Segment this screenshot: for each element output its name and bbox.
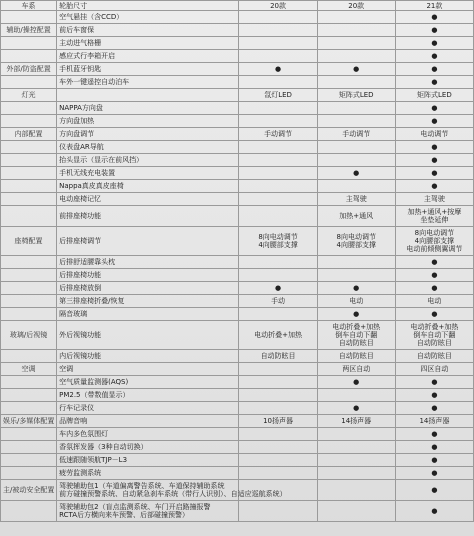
category-cell	[1, 167, 57, 180]
value-cell-0: ●	[239, 282, 317, 295]
value-cell-2: ●	[395, 441, 473, 454]
item-cell: 隔音玻璃	[57, 308, 239, 321]
value-cell-2: ●	[395, 102, 473, 115]
value-cell-0	[239, 141, 317, 154]
value-cell-1	[317, 256, 395, 269]
category-cell	[1, 180, 57, 193]
item-cell: 感应式行李箱开启	[57, 50, 239, 63]
category-cell	[1, 11, 57, 24]
spec-row	[1, 128, 474, 141]
value-cell-0: 手动	[239, 295, 317, 308]
item-cell: 手机蓝牙钥匙	[57, 63, 239, 76]
value-cell-0	[239, 167, 317, 180]
value-cell-1	[317, 115, 395, 128]
spec-row	[1, 193, 474, 206]
value-cell-1	[317, 501, 395, 522]
value-cell-2: ●	[395, 50, 473, 63]
item-cell: 行车记录仪	[57, 402, 239, 415]
trim-1: 20款	[317, 1, 395, 11]
value-cell-1: 加热+通风	[317, 206, 395, 227]
spec-row	[1, 350, 474, 363]
value-cell-2: ●	[395, 428, 473, 441]
item-cell: 车外一键遥控自动泊车	[57, 76, 239, 89]
category-cell: 外部/防盗配置	[1, 63, 57, 76]
value-cell-1: 电动	[317, 295, 395, 308]
value-cell-0: 自动防眩目	[239, 350, 317, 363]
value-cell-0: 10扬声器	[239, 415, 317, 428]
value-cell-2: 主驾驶	[395, 193, 473, 206]
item-cell: 疲劳监测系统	[57, 467, 239, 480]
item-cell: 驾驶辅助包2（盲点监测系统、车门开启路撞报警 RCTA后方横向来车预警、后部碰撞预警）	[57, 501, 239, 522]
value-cell-2: ●	[395, 24, 473, 37]
value-cell-1: 两区自动	[317, 363, 395, 376]
category-cell	[1, 402, 57, 415]
value-cell-1: ●	[317, 167, 395, 180]
spec-row	[1, 76, 474, 89]
category-cell	[1, 441, 57, 454]
header-label: 车系	[1, 1, 57, 11]
value-cell-2: ●	[395, 11, 473, 24]
value-cell-1	[317, 389, 395, 402]
spec-row	[1, 89, 474, 102]
item-cell: Nappa真皮真皮座椅	[57, 180, 239, 193]
item-cell: 后排座椅功能	[57, 269, 239, 282]
item-cell: 后排座椅放倒	[57, 282, 239, 295]
header-sub: 轮胎尺寸	[57, 1, 239, 11]
value-cell-1: 电动折叠+加热 倒车自动下翻 自动防眩目	[317, 321, 395, 350]
value-cell-0	[239, 115, 317, 128]
value-cell-2: ●	[395, 63, 473, 76]
item-cell: 低速跟随领航TJP－L3	[57, 454, 239, 467]
trim-0: 20款	[239, 1, 317, 11]
item-cell: 仪表盘AR导航	[57, 141, 239, 154]
spec-row	[1, 501, 474, 522]
value-cell-1: ●	[317, 308, 395, 321]
value-cell-2: 矩阵式LED	[395, 89, 473, 102]
item-cell: PM2.5（带数值显示）	[57, 389, 239, 402]
category-cell	[1, 102, 57, 115]
value-cell-1: 矩阵式LED	[317, 89, 395, 102]
value-cell-0	[239, 256, 317, 269]
spec-row	[1, 50, 474, 63]
value-cell-2: 电动调节	[395, 128, 473, 141]
value-cell-1: ●	[317, 376, 395, 389]
category-cell: 辅助/操控配置	[1, 24, 57, 37]
value-cell-2: ●	[395, 256, 473, 269]
spec-row	[1, 402, 474, 415]
category-cell: 玻璃/后视镜	[1, 321, 57, 350]
value-cell-0	[239, 308, 317, 321]
item-cell: 空气悬挂（含CCD）	[57, 11, 239, 24]
value-cell-1	[317, 154, 395, 167]
spec-row	[1, 141, 474, 154]
value-cell-0	[239, 24, 317, 37]
spec-row	[1, 321, 474, 350]
value-cell-2: ●	[395, 269, 473, 282]
value-cell-2: ●	[395, 308, 473, 321]
value-cell-0: 手动调节	[239, 128, 317, 141]
value-cell-0: 8向电动调节 4向腰部支撑	[239, 227, 317, 256]
item-cell: 方向盘调节	[57, 128, 239, 141]
category-cell: 主/被动安全配置	[1, 480, 57, 501]
value-cell-2: 电动	[395, 295, 473, 308]
item-cell: 方向盘加热	[57, 115, 239, 128]
category-cell	[1, 193, 57, 206]
item-cell: 抬头显示（显示在前风挡）	[57, 154, 239, 167]
category-cell	[1, 376, 57, 389]
value-cell-0	[239, 428, 317, 441]
item-cell: 外后视镜功能	[57, 321, 239, 350]
value-cell-1	[317, 428, 395, 441]
category-cell	[1, 308, 57, 321]
item-cell	[57, 89, 239, 102]
item-cell: 车内多色氛围灯	[57, 428, 239, 441]
value-cell-2: 14扬声器	[395, 415, 473, 428]
value-cell-0: ●	[239, 63, 317, 76]
value-cell-2: ●	[395, 37, 473, 50]
spec-row	[1, 428, 474, 441]
category-cell	[1, 389, 57, 402]
value-cell-0	[239, 50, 317, 63]
item-cell: 手机无线充电装置	[57, 167, 239, 180]
value-cell-2: ●	[395, 76, 473, 89]
spec-row	[1, 441, 474, 454]
category-cell	[1, 454, 57, 467]
value-cell-2: ●	[395, 115, 473, 128]
value-cell-1	[317, 76, 395, 89]
category-cell: 娱乐/多媒体配置	[1, 415, 57, 428]
value-cell-1	[317, 180, 395, 193]
item-cell: 驾驶辅助包1（车道偏离警告系统、车道保持辅助系统 前方碰撞预警系统、自动紧急刹车系统（带行人识别）、自适应巡航系统）	[57, 480, 239, 501]
value-cell-2: 四区自动	[395, 363, 473, 376]
spec-row	[1, 282, 474, 295]
value-cell-1	[317, 24, 395, 37]
value-cell-0	[239, 454, 317, 467]
item-cell: 空调	[57, 363, 239, 376]
spec-row	[1, 206, 474, 227]
item-cell: 前排座椅功能	[57, 206, 239, 227]
item-cell: 电动座椅记忆	[57, 193, 239, 206]
value-cell-0	[239, 76, 317, 89]
value-cell-0: 电动折叠+加热	[239, 321, 317, 350]
value-cell-1	[317, 11, 395, 24]
spec-row	[1, 154, 474, 167]
spec-row	[1, 389, 474, 402]
category-cell	[1, 282, 57, 295]
item-cell: 后排舒适腰靠头枕	[57, 256, 239, 269]
value-cell-2: ●	[395, 154, 473, 167]
item-cell: 前后车窗保	[57, 24, 239, 37]
spec-row	[1, 167, 474, 180]
item-cell: NAPPA方向盘	[57, 102, 239, 115]
item-cell: 主动进气格栅	[57, 37, 239, 50]
value-cell-0	[239, 389, 317, 402]
spec-row	[1, 376, 474, 389]
value-cell-2: ●	[395, 376, 473, 389]
spec-row	[1, 24, 474, 37]
value-cell-0	[239, 269, 317, 282]
spec-row	[1, 63, 474, 76]
value-cell-1: 主驾驶	[317, 193, 395, 206]
value-cell-1: ●	[317, 282, 395, 295]
spec-row	[1, 180, 474, 193]
value-cell-2: ●	[395, 501, 473, 522]
item-cell: 内后视镜功能	[57, 350, 239, 363]
value-cell-1	[317, 141, 395, 154]
value-cell-0	[239, 102, 317, 115]
spec-row	[1, 11, 474, 24]
value-cell-2: ●	[395, 167, 473, 180]
category-cell	[1, 115, 57, 128]
category-cell	[1, 50, 57, 63]
value-cell-2: 加热+通风+按摩 坐垫延伸	[395, 206, 473, 227]
category-cell	[1, 256, 57, 269]
value-cell-2: 8向电动调节 4向腰部支撑 电动前倾侧翼调节	[395, 227, 473, 256]
value-cell-1	[317, 102, 395, 115]
value-cell-0	[239, 501, 317, 522]
value-cell-0	[239, 154, 317, 167]
category-cell	[1, 428, 57, 441]
category-cell	[1, 295, 57, 308]
value-cell-1	[317, 441, 395, 454]
item-cell: 空气质量监测器(AQS)	[57, 376, 239, 389]
value-cell-2: ●	[395, 141, 473, 154]
spec-row	[1, 308, 474, 321]
value-cell-1	[317, 50, 395, 63]
value-cell-1	[317, 480, 395, 501]
category-cell	[1, 467, 57, 480]
value-cell-2: ●	[395, 467, 473, 480]
value-cell-1	[317, 37, 395, 50]
value-cell-1: 自动防眩目	[317, 350, 395, 363]
value-cell-2: 电动折叠+加热 倒车自动下翻 自动防眩目	[395, 321, 473, 350]
value-cell-2: 自动防眩目	[395, 350, 473, 363]
category-cell	[1, 501, 57, 522]
spec-row	[1, 227, 474, 256]
value-cell-0: 氙灯LED	[239, 89, 317, 102]
trim-2: 21款	[395, 1, 473, 11]
category-cell	[1, 206, 57, 227]
category-cell	[1, 141, 57, 154]
spec-row	[1, 415, 474, 428]
value-cell-1	[317, 454, 395, 467]
spec-row	[1, 102, 474, 115]
value-cell-1: 14扬声器	[317, 415, 395, 428]
value-cell-0	[239, 376, 317, 389]
category-cell: 灯光	[1, 89, 57, 102]
value-cell-0	[239, 180, 317, 193]
category-cell: 空调	[1, 363, 57, 376]
value-cell-0	[239, 206, 317, 227]
value-cell-1	[317, 467, 395, 480]
item-cell: 香氛挥发器（3种自动切换）	[57, 441, 239, 454]
category-cell	[1, 76, 57, 89]
spec-row	[1, 363, 474, 376]
item-cell: 第三排座椅折叠/恢复	[57, 295, 239, 308]
value-cell-0	[239, 193, 317, 206]
category-cell: 座椅配置	[1, 227, 57, 256]
value-cell-0	[239, 441, 317, 454]
header-row	[1, 1, 474, 11]
value-cell-2: ●	[395, 402, 473, 415]
spec-row	[1, 256, 474, 269]
item-cell: 品牌音响	[57, 415, 239, 428]
value-cell-2: ●	[395, 180, 473, 193]
value-cell-0	[239, 402, 317, 415]
value-cell-1: 手动调节	[317, 128, 395, 141]
value-cell-1: ●	[317, 63, 395, 76]
value-cell-0	[239, 11, 317, 24]
category-cell	[1, 154, 57, 167]
value-cell-0	[239, 37, 317, 50]
value-cell-2: ●	[395, 389, 473, 402]
spec-row	[1, 269, 474, 282]
item-cell: 后排座椅调节	[57, 227, 239, 256]
value-cell-2: ●	[395, 480, 473, 501]
category-cell	[1, 269, 57, 282]
value-cell-0	[239, 467, 317, 480]
category-cell	[1, 37, 57, 50]
spec-row	[1, 467, 474, 480]
category-cell: 内部配置	[1, 128, 57, 141]
value-cell-1: ●	[317, 402, 395, 415]
spec-row	[1, 37, 474, 50]
category-cell	[1, 350, 57, 363]
spec-row	[1, 454, 474, 467]
spec-row	[1, 295, 474, 308]
value-cell-2: ●	[395, 282, 473, 295]
value-cell-1	[317, 269, 395, 282]
value-cell-0	[239, 363, 317, 376]
spec-row	[1, 115, 474, 128]
spec-row	[1, 480, 474, 501]
value-cell-2: ●	[395, 454, 473, 467]
value-cell-1: 8向电动调节 4向腰部支撑	[317, 227, 395, 256]
